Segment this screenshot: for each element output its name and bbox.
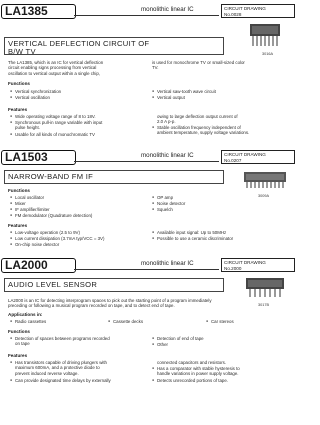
circuit-drawing-box — [221, 258, 295, 272]
feature-item — [152, 378, 297, 383]
circuit-drawing-label: CIRCUIT DRAWING — [224, 260, 266, 265]
circuit-drawing-label: CIRCUIT DRAWING — [224, 6, 266, 11]
application-item: ● Cassette decks — [108, 319, 143, 324]
feature-item — [10, 114, 153, 119]
intro-right — [152, 60, 292, 71]
features-heading: Features — [8, 223, 28, 228]
title-line: B/W TV — [8, 46, 36, 56]
ic-family-label: monolithic linear IC — [141, 6, 194, 13]
feature-item — [152, 125, 297, 136]
feature-item — [10, 360, 153, 376]
function-item: ● FM demodulator (Quadrature detection) — [10, 213, 92, 218]
section-title — [4, 37, 224, 55]
text-line: ● Wide operating voltage range of 8 to 18V. — [15, 114, 96, 119]
part-number: LA1503 — [1, 150, 76, 165]
features-heading: Features — [8, 107, 28, 112]
part-number: LA1385 — [1, 4, 76, 19]
section-header — [0, 150, 300, 165]
feature-item: ● Low-voltage operation (2.5 to 9V) — [10, 230, 80, 235]
function-item: ● Mixer — [10, 201, 26, 206]
section-la1503 — [0, 150, 300, 256]
function-item: ● Vertical saw-tooth wave circuit — [152, 89, 216, 94]
circuit-drawing-number: No.2000 — [224, 265, 242, 271]
circuit-drawing-number: No.0207 — [224, 157, 242, 163]
function-item — [10, 336, 153, 347]
feature-item — [10, 132, 153, 137]
section-title: NARROW-BAND FM IF — [4, 170, 224, 184]
feature-item — [10, 120, 153, 131]
feature-continued — [157, 114, 293, 125]
section-title: AUDIO LEVEL SENSOR — [4, 278, 224, 292]
text-line: ● Detects unrecorded portions of tape. — [157, 378, 229, 383]
text-line: pulse height. — [15, 125, 40, 131]
text-line: ● Stable oscillation frequency independent of — [157, 125, 241, 130]
intro-left — [8, 60, 148, 76]
function-item: ● IF amplifier/limiter — [10, 207, 50, 212]
function-item: ● Detection of end of tape — [152, 336, 204, 341]
ic-family-label: monolithic linear IC — [141, 260, 194, 267]
text-line: maximum 600mA, and a protective diode to — [15, 365, 100, 371]
function-item: ● Vertical oscillation — [10, 95, 50, 100]
text-line: ● Detection of spaces between programs recorded — [15, 336, 110, 341]
intro-text — [8, 298, 292, 309]
text-line: TV. — [152, 65, 159, 71]
function-item: ● Vertical output — [152, 95, 185, 100]
package-label: 3017B — [258, 303, 269, 307]
header-rule — [74, 161, 219, 162]
text-line: preceding or following a musical program recorded on tape, and to detect end of tape. — [8, 303, 175, 309]
text-line: LA2000 is an IC for detecting interprogram spaces to pick out the starting point of a program immediately — [8, 298, 212, 303]
feature-item — [152, 366, 297, 377]
text-line: ● Can provide designated time delays by externally — [15, 378, 111, 383]
section-header — [0, 4, 300, 19]
function-item: ● Vertical synchronization — [10, 89, 61, 94]
text-line: circuit enabling signs processing from vertical — [8, 65, 97, 71]
functions-heading: Functions — [8, 81, 30, 86]
header-rule — [74, 269, 219, 270]
part-number: LA2000 — [1, 258, 76, 273]
circuit-drawing-box — [221, 150, 295, 164]
section-la1385 — [0, 4, 300, 144]
feature-item: ● Possible to use a ceramic discriminator — [152, 236, 233, 241]
text-line: ● Has transistors capable of driving plungers with — [15, 360, 108, 365]
section-header — [0, 258, 300, 273]
application-item: ● Radio cassettes — [10, 319, 46, 324]
text-line: ● Has a comparator with stable hysteresis to — [157, 366, 240, 371]
function-item: ● Squelch — [152, 207, 173, 212]
text-line: 2.0 A p-p. — [157, 119, 176, 125]
feature-item: ● Available input signal: Up to 50MHz — [152, 230, 226, 235]
function-item: ● Noise detector — [152, 201, 185, 206]
features-heading: Features — [8, 353, 28, 358]
package-label: 3009A — [258, 194, 269, 198]
applications-heading: Applications in: — [8, 312, 43, 317]
function-item: ● Local oscillator — [10, 195, 44, 200]
function-item: ● OP amp — [152, 195, 173, 200]
feature-item: ● On-chip noise detector — [10, 242, 59, 247]
package-drawing — [244, 22, 290, 50]
text-line: prevent induced reverse voltage. — [15, 370, 79, 376]
section-la2000 — [0, 258, 300, 422]
title-line: VERTICAL DEFLECTION CIRCUIT OF — [8, 39, 150, 48]
feature-item — [10, 378, 153, 383]
functions-heading: Functions — [8, 329, 30, 334]
text-line: ambient temperature, supply voltage variations. — [157, 130, 250, 136]
package-label: 3016A — [262, 52, 273, 56]
text-line: The LA1385, which is an IC for vertical deflection — [8, 60, 104, 65]
function-item: ● Other — [152, 342, 168, 347]
text-line: on tape — [15, 341, 30, 347]
circuit-drawing-label: CIRCUIT DRAWING — [224, 152, 266, 157]
text-line: is used for monochrome TV or small-sized color — [152, 60, 245, 65]
functions-heading: Functions — [8, 188, 30, 193]
header-rule — [74, 15, 219, 16]
text-line: owing to large deflection output current of — [157, 114, 238, 119]
text-line: ● Synchronous pull-in range variable with input — [15, 120, 103, 125]
text-line: connected capacitors and resistors. — [157, 360, 227, 365]
text-line: oscillation to vertical output within a single chip, — [8, 70, 101, 76]
feature-continued — [157, 360, 293, 365]
text-line: ● Usable for all kinds of monochromatic TV — [15, 132, 95, 137]
feature-item: ● Low current dissipation (3.7mA typ/VCC = 3V) — [10, 236, 104, 241]
circuit-drawing-number: No.0028 — [224, 11, 242, 17]
text-line: handle variations in power supply voltage. — [157, 371, 239, 377]
circuit-drawing-box — [221, 4, 295, 18]
ic-family-label: monolithic linear IC — [141, 152, 194, 159]
package-drawing — [240, 168, 292, 192]
application-item: ● Car stereos — [206, 319, 234, 324]
